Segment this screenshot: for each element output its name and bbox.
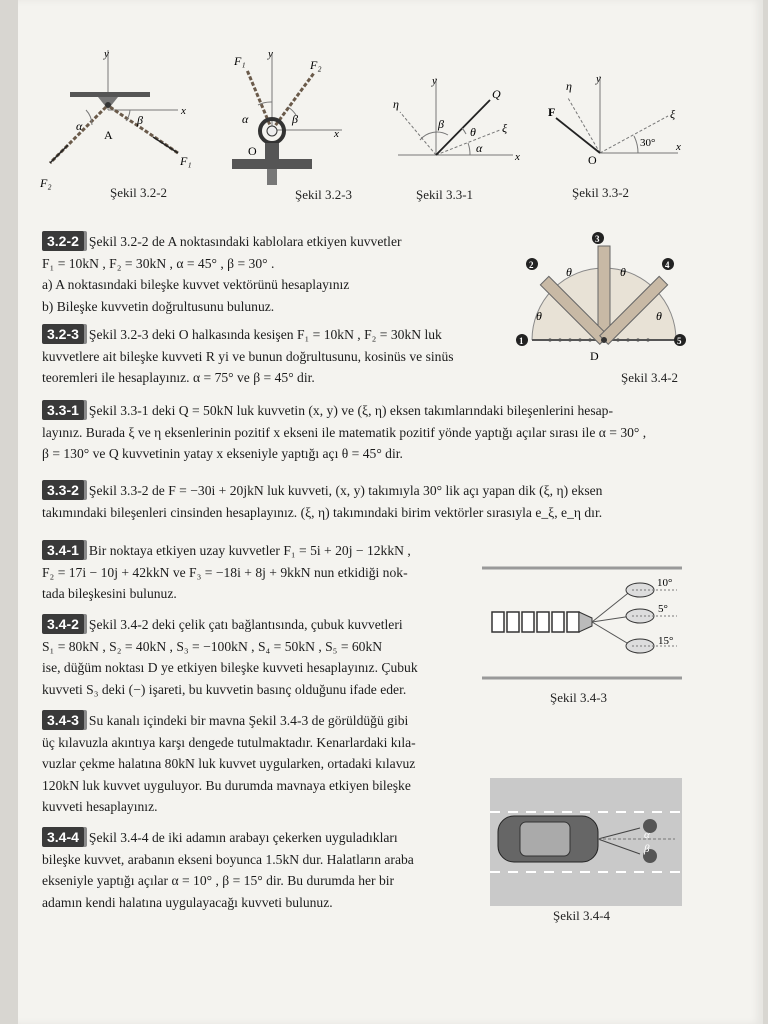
figure-3-2-3: [222, 45, 372, 195]
problem-line: bileşke kuvvet, arabanın ekseni boyunca 1.5kN dur. Halatların araba: [42, 851, 414, 867]
fig344-beta-label: β: [644, 843, 650, 855]
fig322-F2-label: F₂: [40, 176, 52, 190]
fig344-alpha-label: α: [644, 829, 650, 841]
member-4-label: 4: [665, 260, 670, 270]
fig323-O-label: O: [248, 144, 257, 158]
problem-line: layınız. Burada ξ ve η eksenlerinin pozitif x ekseni ile matematik pozitif yönde yaptığı açılar sırası ile α = 30° ,: [42, 424, 647, 440]
problem-number: 3.4-3: [42, 710, 84, 730]
problem-line: tada bileşkesini bulunuz.: [42, 586, 177, 601]
fig331-Q-label: Q: [492, 87, 501, 101]
problem-line: b) Bileşke kuvvetin doğrultusunu bulunuz.: [42, 298, 275, 314]
fig342-theta-left: θ: [536, 309, 542, 323]
figure-3-3-1: [388, 70, 528, 180]
problem-line: F₂ = 17i − 10j + 42kkN ve F₃ = −18i + 8j + 9kkN nun etkidiği nok-: [42, 564, 408, 580]
fig322-y-label: y: [104, 48, 109, 60]
fig322-alpha-label: α: [76, 119, 83, 133]
fig323-y-label: y: [268, 48, 273, 60]
problem-line: Şekil 3.4-4 de iki adamın arabayı çekerken uyguladıkları: [88, 830, 398, 845]
problem-number: 3.4-4: [42, 827, 84, 847]
fig332-O-label: O: [588, 153, 597, 167]
fig322-x-label: x: [181, 105, 186, 117]
fig342-D-label: D: [590, 349, 599, 363]
figure-3-2-2: [38, 45, 203, 205]
problem-line: ise, düğüm noktası D ye etkiyen bileşke kuvveti hesaplayınız. Çubuk: [42, 660, 418, 675]
problem-line: Şekil 3.4-2 deki çelik çatı bağlantısında, çubuk kuvvetleri: [88, 617, 403, 632]
problem-3-3-1: [42, 400, 687, 465]
member-2-label: 2: [529, 260, 534, 270]
caption-3-4-3: Şekil 3.4-3: [550, 690, 608, 705]
caption-3-3-1: Şekil 3.3-1: [416, 187, 474, 202]
fig331-x-label: x: [515, 151, 520, 163]
problem-line: β = 130° ve Q kuvvetinin yatay x ekseniyle yaptığı açı θ = 45° dir.: [42, 446, 403, 461]
figure-3-4-2: [510, 228, 690, 368]
fig323-F2-label: F₂: [310, 58, 322, 72]
problem-line: Şekil 3.3-1 deki Q = 50kN luk kuvvetin (x, y) ve (ξ, η) eksen takımlarındaki bileşenlerini hesap-: [88, 403, 613, 418]
fig332-F-label: F: [548, 105, 556, 119]
problem-number: 3.2-2: [42, 231, 84, 251]
problem-line: kuvvetlere ait bileşke kuvveti R yi ve bunun doğrultusunu, kosinüs ve sinüs: [42, 348, 454, 364]
fig342-theta-upleft: θ: [566, 265, 572, 279]
problem-line: F₁ = 10kN , F₂ = 30kN , α = 45° , β = 30° .: [42, 255, 275, 271]
member-1-label: 1: [519, 336, 524, 346]
fig322-F1-label: F₁: [180, 154, 192, 168]
fig331-xi-label: ξ: [502, 121, 508, 135]
problem-line: vuzlar çekme halatına 80kN luk kuvvet uygularken, ortadaki kılavuz: [42, 756, 416, 771]
problem-line: üç kılavuzla akıntıya karşı dengede tutulmaktadır. Kenarlardaki kıla-: [42, 734, 416, 750]
fig332-y-label: y: [596, 73, 601, 85]
fig343-angle-10: 10°: [657, 577, 673, 589]
fig343-angle-5: 5°: [658, 603, 668, 615]
problem-line: Su kanalı içindeki bir mavna Şekil 3.4-3 de görüldüğü gibi: [88, 713, 409, 728]
fig323-beta-label: β: [292, 112, 298, 126]
caption-3-4-2: Şekil 3.4-2: [621, 370, 679, 385]
fig331-alpha-label: α: [476, 141, 483, 155]
problem-line: a) A noktasındaki bileşke kuvvet vektörünü hesaplayınız: [42, 277, 350, 292]
problem-line: Bir noktaya etkiyen uzay kuvvetler F₁ = 5i + 20j − 12kkN ,: [88, 543, 411, 558]
problem-3-4-4: [42, 827, 462, 913]
problem-line: kuvveti hesaplayınız.: [42, 799, 158, 814]
fig323-alpha-label: α: [242, 112, 249, 126]
fig331-eta-label: η: [393, 97, 399, 111]
figure-3-4-4: [490, 778, 682, 906]
fig322-A-label: A: [104, 128, 113, 142]
fig331-y-label: y: [432, 75, 437, 87]
problem-line: ekseniyle yaptığı açılar α = 10° , β = 15° dir. Bu durumda her bir: [42, 873, 395, 888]
problem-number: 3.2-3: [42, 324, 84, 344]
problem-line: kuvveti S₃ deki (−) işareti, bu kuvvetin basınç olduğunu ifade eder.: [42, 681, 407, 697]
problem-3-4-2: [42, 614, 462, 700]
problem-number: 3.4-1: [42, 540, 84, 560]
problem-3-2-2: [42, 231, 492, 317]
problem-line: 120kN luk kuvvet uyguluyor. Bu durumda mavnaya etkiyen bileşke: [42, 777, 411, 793]
problem-number: 3.3-2: [42, 480, 84, 500]
problem-line: S₁ = 80kN , S₂ = 40kN , S₃ = −100kN , S₄ = 50kN , S₅ = 60kN: [42, 638, 383, 654]
figure-3-3-2: [538, 68, 688, 178]
problem-line: Şekil 3.3-2 de F = −30i + 20jkN luk kuvveti, (x, y) takımıyla 30° lik açı yapan dik (ξ, η) eksen: [88, 483, 603, 498]
problem-3-4-3: [42, 710, 462, 818]
fig332-eta-label: η: [566, 79, 572, 93]
figure-3-4-3: [482, 560, 682, 685]
caption-3-3-2: Şekil 3.3-2: [572, 185, 630, 200]
problem-line: Şekil 3.2-2 de A noktasındaki kablolara etkiyen kuvvetler: [88, 234, 402, 249]
caption-3-4-4: Şekil 3.4-4: [553, 908, 611, 923]
caption-3-2-2: Şekil 3.2-2: [110, 185, 168, 200]
problem-3-3-2: [42, 480, 687, 523]
problem-3-4-1: [42, 540, 462, 605]
fig342-theta-right: θ: [656, 309, 662, 323]
fig323-F1-label: F₁: [234, 54, 246, 68]
fig332-x-label: x: [676, 141, 681, 153]
member-3-label: 3: [595, 234, 600, 244]
fig331-theta-label: θ: [470, 125, 476, 139]
problem-line: adamın kendi halatına uygulayacağı kuvveti bulunuz.: [42, 894, 333, 910]
problem-line: takımındaki bileşenleri cinsinden hesaplayınız. (ξ, η) takımındaki birim vektörler sırasıyla e_ξ, e_η dır.: [42, 504, 603, 520]
problem-number: 3.4-2: [42, 614, 84, 634]
problem-number: 3.3-1: [42, 400, 84, 420]
problem-3-2-3: [42, 324, 492, 389]
fig332-angle-label: 30°: [640, 137, 656, 149]
fig343-angle-15: 15°: [658, 635, 674, 647]
problem-line: Şekil 3.2-3 deki O halkasında kesişen F₁ = 10kN , F₂ = 30kN luk: [88, 327, 442, 342]
member-5-label: 5: [677, 336, 682, 346]
fig322-beta-label: β: [137, 113, 143, 127]
fig332-xi-label: ξ: [670, 107, 676, 121]
fig342-theta-upright: θ: [620, 265, 626, 279]
fig323-x-label: x: [334, 128, 339, 140]
fig331-beta-label: β: [438, 117, 444, 131]
caption-3-2-3: Şekil 3.2-3: [295, 187, 353, 202]
problem-line: teoremleri ile hesaplayınız. α = 75° ve β = 45° dir.: [42, 370, 315, 385]
